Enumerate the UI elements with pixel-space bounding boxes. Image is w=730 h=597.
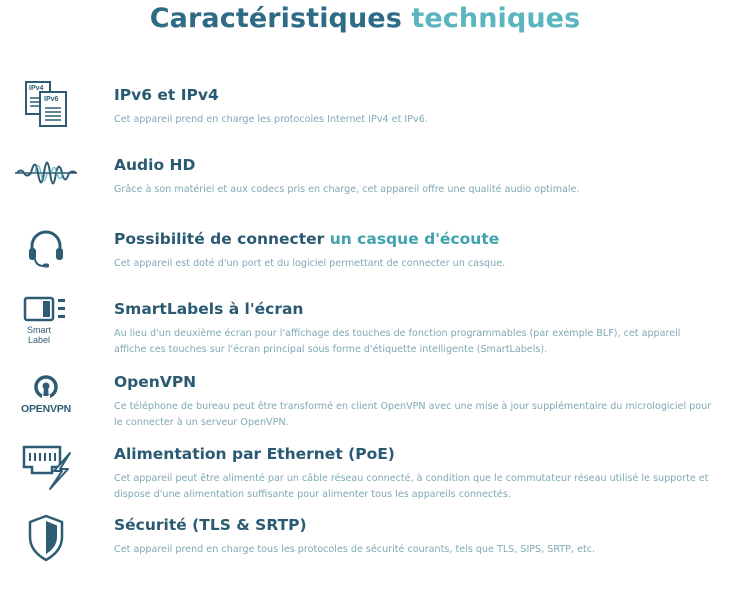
feature-title: Sécurité (TLS & SRTP)	[114, 516, 307, 534]
feature-description: Ce téléphone de bureau peut être transformé en client OpenVPN avec une mise à jour supplémentaire du micrologiciel pour le connecter à un serveur OpenVPN.	[114, 401, 712, 428]
svg-text:IPv4: IPv4	[29, 85, 44, 92]
page-title	[0, 3, 730, 34]
feature-title: Audio HD	[114, 156, 196, 174]
feature-title-accent: un casque d'écoute	[329, 230, 500, 248]
feature-title: IPv6 et IPv4	[114, 86, 219, 104]
feature-description: Au lieu d'un deuxième écran pour l'affichage des touches de fonction programmables (par exemple BLF), cet appareil affiche ces touches sur l'écran principal sous forme d'étiquette intelligente (SmartLabels).	[114, 328, 681, 355]
security-shield-icon	[8, 512, 84, 564]
feature-description: Grâce à son matériel et aux codecs pris en charge, cet appareil offre une qualité audio optimale.	[114, 184, 580, 195]
ethernet-lightning-icon	[8, 443, 84, 491]
smartlabel-icon	[8, 294, 84, 346]
feature-title: OpenVPN	[114, 373, 197, 391]
svg-text:IPv6: IPv6	[44, 96, 59, 103]
feature-description: Cet appareil est doté d'un port et du logiciel permettant de connecter un casque.	[114, 258, 506, 269]
feature-description: Cet appareil prend en charge les protocoles Internet IPv4 et IPv6.	[114, 114, 428, 125]
openvpn-logo-icon	[8, 371, 84, 419]
feature-title: Alimentation par Ethernet (PoE)	[114, 445, 395, 463]
feature-title	[114, 230, 499, 248]
feature-description: Cet appareil prend en charge tous les protocoles de sécurité courants, tels que TLS, SIPS, SRTP, etc.	[114, 544, 596, 555]
page-title-part1: Caractéristiques	[149, 3, 402, 34]
audio-waveform-icon	[8, 150, 84, 196]
smartlabel-caption: Smart Label	[26, 324, 51, 345]
feature-description: Cet appareil peut être alimenté par un câble réseau connecté, à condition que le commutateur réseau utilisé le supporte et dispose d'une alimentation suffisante pour alimenter tous les appareils connectés.	[114, 473, 709, 500]
feature-title-main: Possibilité de connecter	[114, 230, 325, 248]
feature-title: SmartLabels à l'écran	[114, 300, 304, 318]
ipv6-ipv4-documents-icon	[8, 80, 84, 130]
page-title-part2: techniques	[411, 3, 581, 34]
openvpn-wordmark: OPENVPN	[21, 403, 71, 415]
headset-icon	[8, 226, 84, 270]
